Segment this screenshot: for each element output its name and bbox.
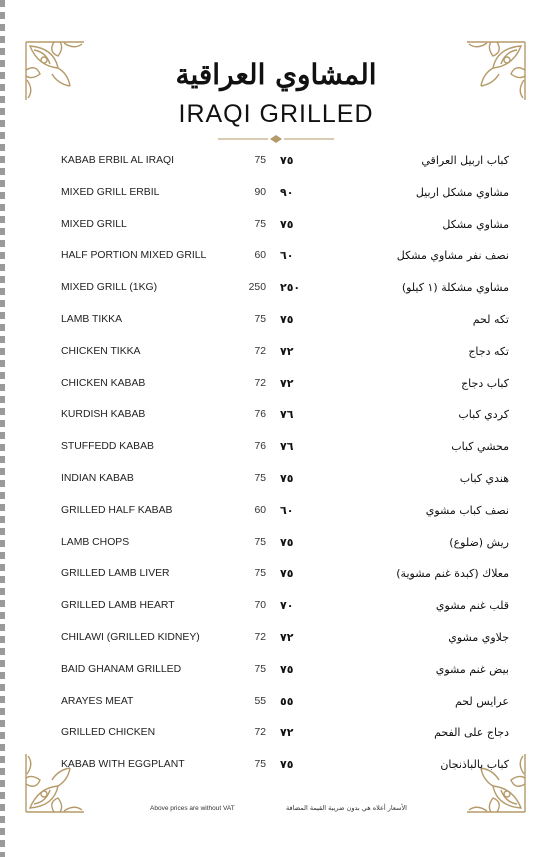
item-price-arabic: ٧٠	[280, 599, 294, 613]
menu-item	[0, 338, 552, 370]
item-price-arabic: ٧٥	[280, 217, 294, 231]
item-name-arabic: هندي كباب	[459, 471, 509, 485]
item-name-arabic: كباب دجاج	[461, 376, 509, 390]
item-name-arabic: مشاوي مشكلة (١ كيلو)	[401, 281, 509, 295]
menu-item	[0, 179, 552, 211]
item-name-arabic: مشاوي مشكل	[442, 217, 509, 231]
menu-item	[0, 306, 552, 338]
item-name: STUFFEDD KABAB	[61, 441, 154, 453]
item-price: 250	[248, 282, 266, 294]
menu-item	[0, 624, 552, 656]
item-price-arabic: ٧٢	[280, 344, 294, 358]
item-name: LAMB CHOPS	[61, 536, 130, 548]
item-name-arabic: معلاك (كبدة غنم مشوية)	[396, 567, 509, 581]
menu-item	[0, 465, 552, 497]
item-name: GRILLED HALF KABAB	[61, 504, 173, 516]
item-price-arabic: ٧٦	[280, 408, 294, 422]
item-name: GRILLED LAMB LIVER	[61, 568, 170, 580]
menu-item	[0, 688, 552, 720]
item-price: 72	[254, 345, 266, 357]
item-name-arabic: كباب اربيل العراقي	[421, 154, 509, 167]
item-price: 75	[254, 155, 266, 166]
item-price: 70	[254, 600, 266, 612]
item-name: CHICKEN TIKKA	[61, 345, 141, 357]
item-price-arabic: ٧٥	[280, 535, 294, 549]
item-name-arabic: تكه دجاج	[468, 344, 509, 358]
item-name: CHICKEN KABAB	[61, 377, 146, 389]
item-price: 75	[254, 759, 266, 771]
item-name: KABAB ERBIL AL IRAQI	[61, 155, 174, 166]
item-name: MIXED GRILL	[61, 218, 127, 230]
item-price: 75	[254, 536, 266, 548]
item-price: 72	[254, 631, 266, 643]
item-price: 55	[254, 695, 266, 707]
item-name-arabic: كباب بالباذنجان	[440, 758, 509, 772]
menu-item	[0, 560, 552, 592]
menu-item	[0, 433, 552, 465]
item-price-arabic: ٧٥	[280, 154, 294, 167]
item-price: 75	[254, 568, 266, 580]
menu-item	[0, 147, 552, 179]
menu-item	[0, 401, 552, 433]
item-price: 76	[254, 441, 266, 453]
vat-note-arabic: الأسعار أعلاه هي بدون ضريبة القيمة المضافة	[286, 804, 407, 812]
item-name: HALF PORTION MIXED GRILL	[61, 250, 207, 262]
item-price-arabic: ٧٥	[280, 471, 294, 485]
menu-item	[0, 751, 552, 783]
page-title-arabic: المشاوي العراقية	[175, 58, 377, 91]
menu-item	[0, 274, 552, 306]
item-name: LAMB TIKKA	[61, 313, 123, 325]
item-price: 75	[254, 313, 266, 325]
vat-note: Above prices are without VAT	[150, 805, 235, 812]
item-price-arabic: ٧٥	[280, 312, 294, 326]
item-price-arabic: ٥٥	[280, 694, 294, 708]
menu-item	[0, 656, 552, 688]
menu-item	[0, 370, 552, 402]
menu-item	[0, 529, 552, 561]
item-name-arabic: تكه لحم	[472, 312, 509, 326]
item-name: INDIAN KABAB	[61, 472, 134, 484]
item-price: 60	[254, 250, 266, 262]
item-price-arabic: ٧٢	[280, 376, 294, 390]
item-name: BAID GHANAM GRILLED	[61, 663, 182, 675]
menu-list	[0, 147, 552, 783]
item-price: 72	[254, 727, 266, 739]
item-name-arabic: دجاج على الفحم	[434, 726, 509, 740]
item-name: ARAYES MEAT	[61, 695, 134, 707]
item-name: GRILLED CHICKEN	[61, 727, 156, 739]
menu-item	[0, 242, 552, 274]
item-price: 90	[254, 186, 266, 198]
item-name: MIXED GRILL ERBIL	[61, 186, 160, 198]
item-price: 76	[254, 409, 266, 421]
item-name-arabic: نصف نفر مشاوي مشكل	[396, 249, 509, 263]
item-name: KABAB WITH EGGPLANT	[61, 759, 185, 771]
item-name: GRILLED LAMB HEART	[61, 600, 175, 612]
item-price: 60	[254, 504, 266, 516]
item-name: KURDISH KABAB	[61, 409, 146, 421]
item-price-arabic: ٧٢	[280, 726, 294, 740]
menu-item	[0, 719, 552, 751]
item-price-arabic: ٢٥٠	[280, 281, 301, 295]
menu-item	[0, 592, 552, 624]
item-price: 75	[254, 218, 266, 230]
item-name-arabic: عرايس لحم	[454, 694, 509, 708]
item-name-arabic: قلب غنم مشوي	[435, 599, 509, 613]
item-price-arabic: ٦٠	[280, 249, 294, 263]
item-price-arabic: ٧٦	[280, 440, 294, 454]
page-title: IRAQI GRILLED	[178, 100, 374, 128]
item-price-arabic: ٧٥	[280, 662, 294, 676]
item-price: 72	[254, 377, 266, 389]
menu-item	[0, 211, 552, 243]
item-name-arabic: مشاوي مشكل اربيل	[415, 185, 509, 199]
item-price-arabic: ٧٥	[280, 758, 294, 772]
item-name-arabic: محشي كباب	[451, 440, 509, 454]
item-price: 75	[254, 663, 266, 675]
item-name-arabic: جلاوي مشوي	[448, 630, 509, 644]
item-name-arabic: ريش (ضلوع)	[449, 535, 509, 549]
item-price-arabic: ٩٠	[280, 185, 294, 199]
item-price: 75	[254, 472, 266, 484]
menu-item	[0, 497, 552, 529]
item-name: CHILAWI (GRILLED KIDNEY)	[61, 631, 200, 643]
item-price-arabic: ٧٥	[280, 567, 294, 581]
item-price-arabic: ٧٢	[280, 630, 294, 644]
item-name-arabic: بيض غنم مشوي	[435, 662, 509, 676]
item-price-arabic: ٦٠	[280, 503, 294, 517]
divider-ornament-icon	[214, 134, 338, 144]
item-name-arabic: كردي كباب	[458, 408, 509, 422]
item-name-arabic: نصف كباب مشوي	[425, 503, 509, 517]
item-name: MIXED GRILL (1KG)	[61, 282, 158, 294]
